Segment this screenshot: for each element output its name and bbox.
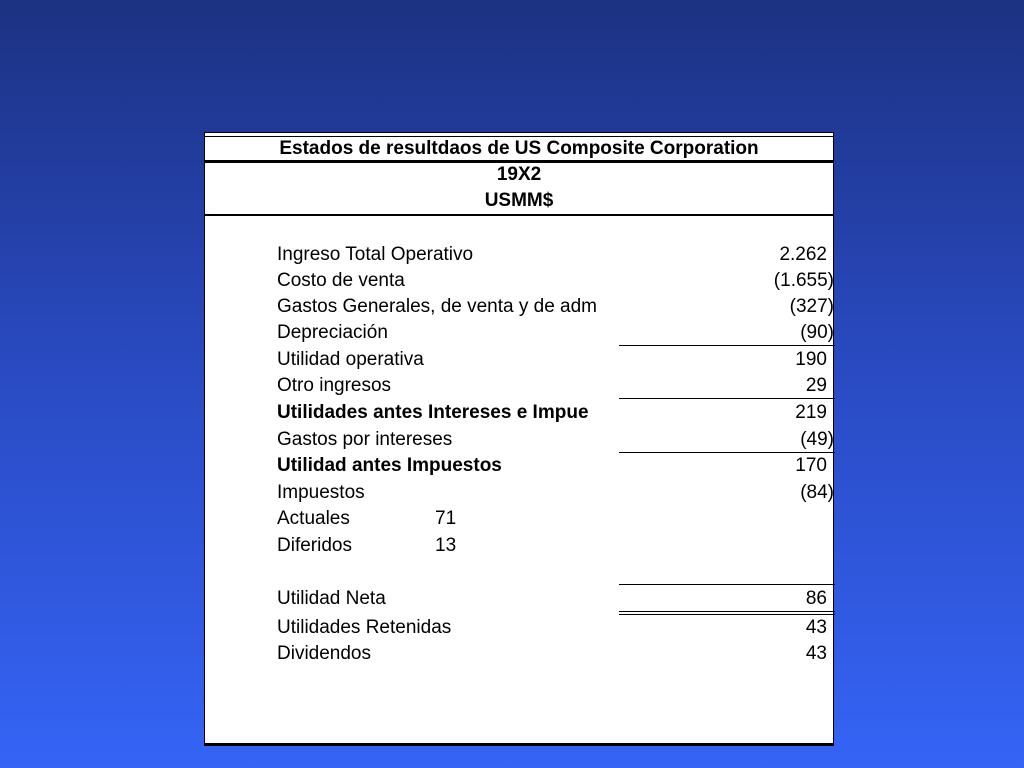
row-value-costo-venta: (1.655): [773, 270, 834, 291]
row-value-ingreso-total: 2.262: [779, 244, 827, 265]
row-label-dividendos: Dividendos: [277, 643, 371, 664]
row-value-gastos-intereses: (49): [800, 429, 834, 450]
row-label-utilidad-neta: Utilidad Neta: [277, 588, 386, 609]
row-label-utilidades-antes-intereses: Utilidades antes Intereses e Impue: [277, 402, 589, 423]
row-subvalue-diferidos: 13: [435, 535, 457, 556]
row-label-diferidos: Diferidos: [277, 535, 352, 556]
header-rule: [205, 214, 833, 216]
subtotal-rule: [619, 398, 835, 399]
row-label-costo-venta: Costo de venta: [277, 270, 405, 291]
title-rule: [205, 160, 833, 163]
subtotal-rule: [619, 345, 835, 346]
row-label-utilidad-antes-impuestos: Utilidad antes Impuestos: [277, 455, 502, 476]
row-label-depreciacion: Depreciación: [277, 322, 388, 343]
row-value-depreciacion: (90): [800, 322, 834, 343]
double-rule-bottom: [619, 614, 835, 615]
subtotal-rule: [619, 452, 835, 453]
statement-title: Estados de resultdaos de US Composite Corporation: [279, 138, 759, 159]
row-value-dividendos: 43: [805, 643, 827, 664]
row-value-utilidades-antes-intereses: 219: [795, 402, 827, 423]
row-value-utilidad-operativa: 190: [795, 349, 827, 370]
row-label-impuestos: Impuestos: [277, 482, 365, 503]
double-rule-top: [619, 611, 835, 612]
row-label-utilidad-operativa: Utilidad operativa: [277, 349, 424, 370]
statement-year: 19X2: [496, 164, 542, 185]
statement-units: USMM$: [484, 190, 554, 211]
row-value-otro-ingresos: 29: [805, 375, 827, 396]
row-label-utilidades-retenidas: Utilidades Retenidas: [277, 617, 452, 638]
row-value-gastos-generales: (327): [789, 296, 834, 317]
row-label-gastos-generales: Gastos Generales, de venta y de adm: [277, 296, 598, 317]
row-value-utilidad-antes-impuestos: 170: [795, 455, 827, 476]
subtotal-rule: [619, 584, 835, 585]
row-value-impuestos: (84): [800, 482, 834, 503]
row-value-utilidades-retenidas: 43: [805, 617, 827, 638]
row-label-ingreso-total: Ingreso Total Operativo: [277, 244, 474, 265]
row-label-gastos-intereses: Gastos por intereses: [277, 429, 453, 450]
top-rule: [205, 136, 833, 137]
income-statement-table: [204, 132, 834, 746]
row-label-otro-ingresos: Otro ingresos: [277, 375, 392, 396]
row-label-actuales: Actuales: [277, 508, 350, 529]
row-subvalue-actuales: 71: [435, 508, 457, 529]
row-value-utilidad-neta: 86: [805, 588, 827, 609]
